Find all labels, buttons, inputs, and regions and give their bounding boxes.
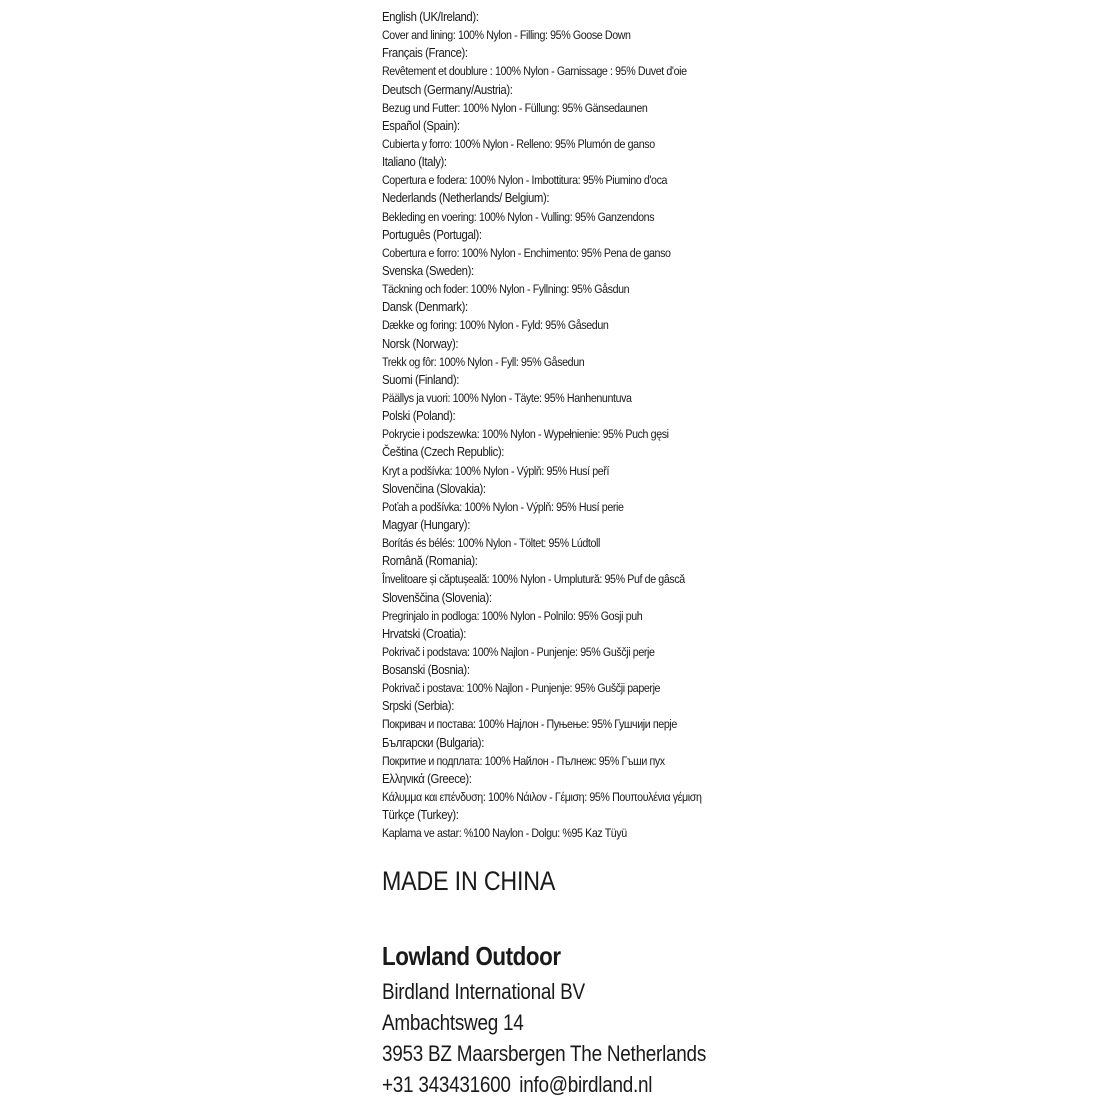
composition-entry-greek — [382, 770, 802, 806]
street-address: Ambachtsweg 14 — [382, 1010, 524, 1035]
composition-text: Cover and lining: 100% Nylon - Filling: 95% Goose Down — [382, 28, 631, 43]
composition-entry-portuguese — [382, 226, 802, 262]
language-label: Deutsch (Germany/Austria): — [382, 81, 513, 97]
language-label: Español (Spain): — [382, 117, 460, 133]
language-label: Slovenčina (Slovakia): — [382, 480, 486, 496]
language-label: Slovenščina (Slovenia): — [382, 589, 492, 605]
composition-text: Pokrycie i podszewka: 100% Nylon - Wypełnienie: 95% Puch gęsi — [382, 427, 669, 442]
composition-entry-swedish — [382, 262, 802, 298]
language-label: Čeština (Czech Republic): — [382, 444, 505, 460]
composition-entry-czech — [382, 443, 802, 479]
language-label: Srpski (Serbia): — [382, 698, 454, 714]
language-label: Nederlands (Netherlands/ Belgium): — [382, 190, 550, 206]
language-label: Norsk (Norway): — [382, 335, 459, 351]
composition-entry-bulgarian — [382, 734, 802, 770]
composition-text: Învelitoare și căptușeală: 100% Nylon - Umplutură: 95% Puf de gâscă — [382, 572, 685, 587]
language-label: Português (Portugal): — [382, 226, 482, 242]
composition-entry-dutch — [382, 189, 802, 225]
composition-entry-spanish — [382, 117, 802, 153]
composition-text: Pregrinjalo in podloga: 100% Nylon - Polnilo: 95% Gosji puh — [382, 608, 643, 623]
composition-entry-slovak — [382, 480, 802, 516]
composition-text: Kaplama ve astar: %100 Naylon - Dolgu: %95 Kaz Tüyü — [382, 826, 627, 841]
language-label: Hrvatski (Croatia): — [382, 625, 467, 641]
city-country: 3953 BZ Maarsbergen The Netherlands — [382, 1041, 707, 1066]
language-label: Français (France): — [382, 45, 468, 61]
composition-section — [382, 8, 802, 842]
composition-entry-danish — [382, 298, 802, 334]
composition-text: Borítás és bélés: 100% Nylon - Töltet: 95% Lúdtoll — [382, 536, 600, 551]
language-label: Dansk (Denmark): — [382, 299, 468, 315]
composition-entry-turkish — [382, 806, 802, 842]
composition-entry-slovenian — [382, 589, 802, 625]
composition-text: Pokrivač i podstava: 100% Najlon - Punjenje: 95% Guščji perje — [382, 644, 655, 659]
composition-text: Покривач и постава: 100% Најлон - Пуњење: 95% Гушчији перје — [382, 717, 677, 732]
language-label: Български (Bulgaria): — [382, 734, 484, 750]
composition-entry-hungarian — [382, 516, 802, 552]
composition-list — [382, 8, 802, 842]
language-label: Ελληνικά (Greece): — [382, 770, 472, 786]
composition-entry-croatian — [382, 625, 802, 661]
composition-entry-italian — [382, 153, 802, 189]
composition-entry-english — [382, 8, 802, 44]
composition-text: Κάλυμμα και επένδυση: 100% Νάιλον - Γέμιση: 95% Πουπουλένια γέμιση — [382, 790, 702, 805]
composition-entry-serbian — [382, 697, 802, 733]
composition-text: Trekk og fôr: 100% Nylon - Fyll: 95% Gåsedun — [382, 354, 585, 369]
composition-entry-finnish — [382, 371, 802, 407]
composition-text: Poťah a podšívka: 100% Nylon - Výplň: 95% Husí perie — [382, 499, 624, 514]
composition-text: Täckning och foder: 100% Nylon - Fyllning: 95% Gåsdun — [382, 282, 630, 297]
language-label: Bosanski (Bosnia): — [382, 662, 470, 678]
company-block — [382, 936, 759, 1100]
composition-entry-bosnian — [382, 661, 802, 697]
composition-entry-norwegian — [382, 335, 802, 371]
composition-entry-german — [382, 81, 802, 117]
composition-text: Bekleding en voering: 100% Nylon - Vulling: 95% Ganzendons — [382, 209, 655, 224]
language-label: Svenska (Sweden): — [382, 262, 474, 278]
made-in-label: MADE IN CHINA — [382, 866, 556, 896]
composition-text: Cobertura e forro: 100% Nylon - Enchimento: 95% Pena de ganso — [382, 245, 671, 260]
email-address: info@birdland.nl — [519, 1072, 653, 1097]
language-label: English (UK/Ireland): — [382, 9, 479, 24]
composition-text: Pokrivač i postava: 100% Najlon - Punjenje: 95% Guščji paperje — [382, 681, 661, 696]
language-label: Magyar (Hungary): — [382, 516, 470, 532]
language-label: Română (Romania): — [382, 553, 478, 569]
language-label: Italiano (Italy): — [382, 154, 447, 170]
composition-text: Dække og foring: 100% Nylon - Fyld: 95% Gåsedun — [382, 318, 609, 333]
composition-text: Päällys ja vuori: 100% Nylon - Täyte: 95% Hanhenuntuva — [382, 390, 632, 405]
composition-text: Kryt a podšívka: 100% Nylon - Výplň: 95% Husí peří — [382, 463, 610, 478]
language-label: Polski (Poland): — [382, 408, 456, 424]
composition-text: Copertura e fodera: 100% Nylon - Imbottitura: 95% Piumino d'oca — [382, 173, 668, 188]
language-label: Türkçe (Turkey): — [382, 807, 459, 823]
phone-number: +31 343431600 — [382, 1072, 511, 1097]
company-name: Lowland Outdoor — [382, 941, 561, 971]
composition-text: Покритие и подплата: 100% Найлон - Пълнеж: 95% Гъши пух — [382, 753, 665, 768]
language-label: Suomi (Finland): — [382, 371, 460, 387]
composition-entry-french — [382, 44, 802, 80]
contact-line — [382, 1069, 706, 1100]
composition-text: Revêtement et doublure : 100% Nylon - Garnissage : 95% Duvet d'oie — [382, 64, 687, 79]
composition-text: Cubierta y forro: 100% Nylon - Relleno: 95% Plumón de ganso — [382, 136, 655, 151]
composition-entry-polish — [382, 407, 802, 443]
composition-text: Bezug und Futter: 100% Nylon - Füllung: 95% Gänsedaunen — [382, 100, 648, 115]
composition-entry-romanian — [382, 552, 802, 588]
company-legal-name: Birdland International BV — [382, 979, 585, 1004]
